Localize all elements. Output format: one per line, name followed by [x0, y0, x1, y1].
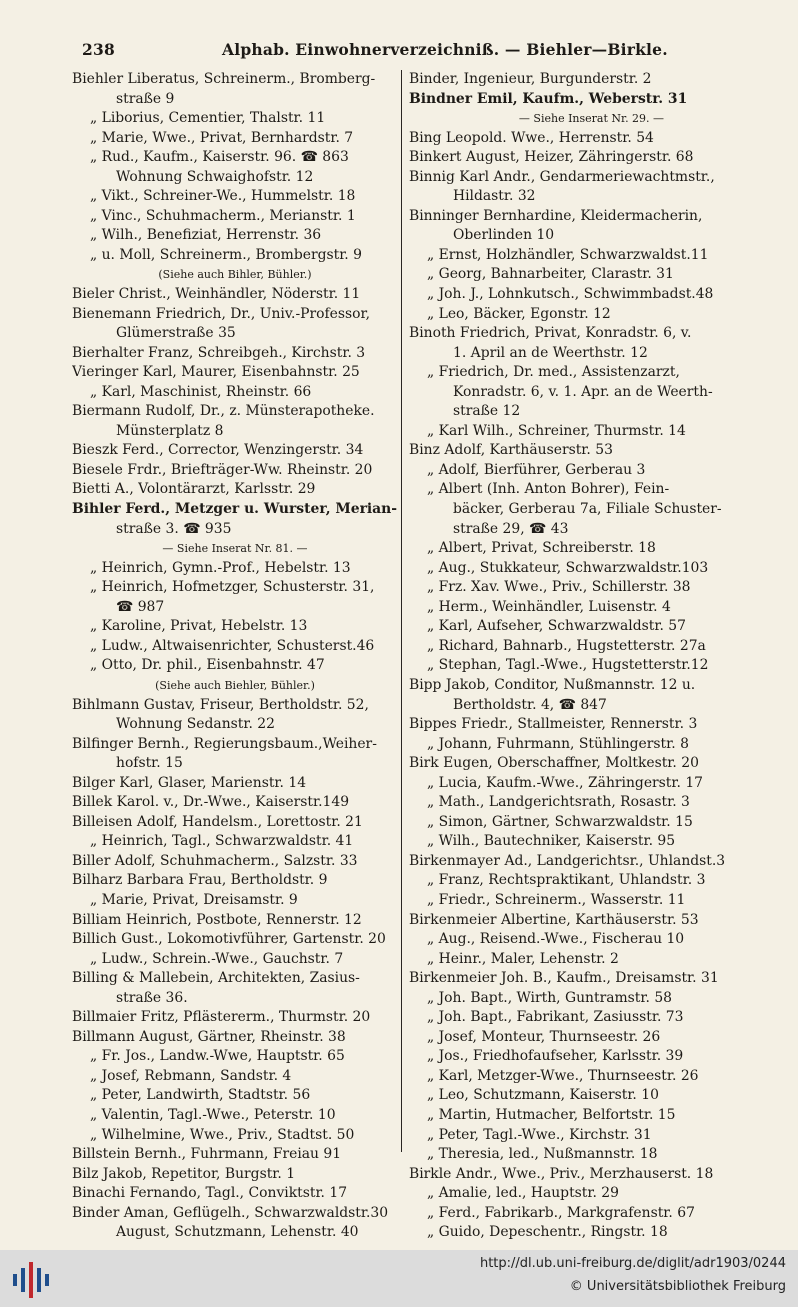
- directory-entry-line: Binder Aman, Geflügelh., Schwarzwaldstr.30: [72, 1204, 389, 1221]
- directory-entry-line: Biller Adolf, Schuhmacherm., Salzstr. 33: [72, 852, 358, 869]
- directory-entry-line: „ Vikt., Schreiner-We., Hummelstr. 18: [90, 188, 356, 205]
- directory-entry-line: straße 36.: [116, 989, 188, 1006]
- directory-entry-line: Bierhalter Franz, Schreibgeh., Kirchstr. 3: [72, 344, 366, 361]
- directory-entry-line: „ Albert, Privat, Schreiberstr. 18: [427, 540, 656, 557]
- directory-entry-line: (Siehe auch Biehler, Bühler.): [155, 678, 315, 692]
- directory-entry-line: „ Joh. Bapt., Fabrikant, Zasiusstr. 73: [427, 1009, 684, 1026]
- directory-entry-line: „ Joh. J., Lohnkutsch., Schwimmbadst.48: [427, 286, 714, 303]
- directory-entry-line: Hildastr. 32: [453, 188, 536, 205]
- directory-entry-line: Bilger Karl, Glaser, Marienstr. 14: [72, 774, 307, 791]
- directory-entry-line: Münsterplatz 8: [116, 422, 224, 439]
- directory-entry-line: Bindner Emil, Kaufm., Weberstr. 31: [409, 90, 688, 107]
- directory-entry-line: „ u. Moll, Schreinerm., Brombergstr. 9: [90, 246, 362, 263]
- directory-entry-line: Birk Eugen, Oberschaffner, Moltkestr. 20: [409, 755, 699, 772]
- copyright-text: © Universitätsbibliothek Freiburg: [569, 1279, 786, 1294]
- directory-entry-line: „ Peter, Tagl.-Wwe., Kirchstr. 31: [427, 1126, 652, 1143]
- ub-freiburg-logo-icon: [10, 1260, 50, 1300]
- directory-entry-line: „ Ernst, Holzhändler, Schwarzwaldst.11: [427, 246, 709, 263]
- directory-entry-line: Billmaier Fritz, Pflästererm., Thurmstr. 20: [72, 1009, 371, 1026]
- directory-entry-line: „ Friedrich, Dr. med., Assistenzarzt,: [427, 364, 680, 381]
- directory-entry-line: „ Heinrich, Tagl., Schwarzwaldstr. 41: [90, 833, 354, 850]
- directory-entry-line: Biesele Frdr., Briefträger-Ww. Rheinstr. 20: [72, 461, 373, 478]
- directory-entry-line: Binnig Karl Andr., Gendarmeriewachtmstr.,: [409, 168, 715, 185]
- directory-entry-line: „ Ludw., Altwaisenrichter, Schusterst.46: [90, 637, 375, 654]
- running-title: Alphab. Einwohnerverzeichniß. — Biehler—Birkle.: [222, 40, 668, 59]
- directory-entry-line: „ Guido, Depeschentr., Ringstr. 18: [427, 1224, 668, 1241]
- column-divider: [401, 70, 402, 1152]
- directory-entry-line: „ Herm., Weinhändler, Luisenstr. 4: [427, 598, 671, 615]
- directory-entry-line: Binkert August, Heizer, Zähringerstr. 68: [409, 149, 694, 166]
- directory-entry-line: „ Wilh., Bautechniker, Kaiserstr. 95: [427, 833, 676, 850]
- directory-entry-line: „ Wilh., Benefiziat, Herrenstr. 36: [90, 227, 322, 244]
- directory-entry-line: Billeisen Adolf, Handelsm., Lorettostr. 21: [72, 813, 363, 830]
- directory-entry-line: „ Lucia, Kaufm.-Wwe., Zähringerstr. 17: [427, 774, 704, 791]
- left-column: [72, 70, 398, 1243]
- directory-entry-line: „ Amalie, led., Hauptstr. 29: [427, 1185, 619, 1202]
- page-header: [82, 40, 772, 66]
- directory-entry-line: — Siehe Inserat Nr. 29. —: [518, 112, 665, 126]
- directory-entry-line: „ Marie, Privat, Dreisamstr. 9: [90, 891, 298, 908]
- directory-entry-line: Binoth Friedrich, Privat, Konradstr. 6, v.: [409, 325, 692, 342]
- directory-entry-line: Bihler Ferd., Metzger u. Wurster, Merian-: [72, 501, 398, 518]
- directory-entry-line: „ Aug., Stukkateur, Schwarzwaldstr.103: [427, 559, 709, 576]
- directory-entry-line: „ Stephan, Tagl.-Wwe., Hugstetterstr.12: [427, 657, 709, 674]
- directory-entry-line: „ Karl, Maschinist, Rheinstr. 66: [90, 383, 312, 400]
- directory-entry-line: — Siehe Inserat Nr. 81. —: [162, 542, 308, 556]
- directory-entry-line: Wohnung Sedanstr. 22: [116, 716, 275, 733]
- directory-entry-line: „ Karl, Aufseher, Schwarzwaldstr. 57: [427, 618, 686, 635]
- directory-entry-line: Bilz Jakob, Repetitor, Burgstr. 1: [72, 1165, 296, 1182]
- directory-entry-line: „ Simon, Gärtner, Schwarzwaldstr. 15: [427, 813, 693, 830]
- directory-entry-line: hofstr. 15: [116, 755, 183, 772]
- directory-entry-line: „ Wilhelmine, Wwe., Priv., Stadtst. 50: [90, 1126, 355, 1143]
- directory-entry-line: Birkle Andr., Wwe., Priv., Merzhauserst. 18: [409, 1165, 714, 1182]
- directory-entry-line: Binninger Bernhardine, Kleidermacherin,: [409, 207, 703, 224]
- directory-entry-line: straße 29, ☎ 43: [453, 520, 569, 537]
- right-column: [409, 70, 774, 1243]
- directory-entry-line: „ Karl, Metzger-Wwe., Thurnseestr. 26: [427, 1067, 699, 1084]
- directory-entry-line: „ Heinrich, Gymn.-Prof., Hebelstr. 13: [90, 559, 351, 576]
- directory-entry-line: „ Ferd., Fabrikarb., Markgrafenstr. 67: [427, 1204, 695, 1221]
- directory-entry-line: „ Rud., Kaufm., Kaiserstr. 96. ☎ 863: [90, 149, 349, 166]
- directory-entry-line: „ Leo, Bäcker, Egonstr. 12: [427, 305, 611, 322]
- directory-entry-line: „ Ludw., Schrein.-Wwe., Gauchstr. 7: [90, 950, 344, 967]
- directory-entry-line: Billstein Bernh., Fuhrmann, Freiau 91: [72, 1146, 342, 1163]
- directory-entry-line: Billmann August, Gärtner, Rheinstr. 38: [72, 1028, 346, 1045]
- directory-entry-line: „ Martin, Hutmacher, Belfortstr. 15: [427, 1106, 676, 1123]
- directory-entry-line: „ Adolf, Bierführer, Gerberau 3: [427, 461, 646, 478]
- directory-entry-line: straße 12: [453, 403, 521, 420]
- directory-entry-line: „ Karoline, Privat, Hebelstr. 13: [90, 618, 308, 635]
- viewer-footer: [0, 1250, 798, 1307]
- directory-entry-line: ☎ 987: [116, 598, 165, 615]
- directory-entry-line: Biehler Liberatus, Schreinerm., Bromberg-: [72, 71, 376, 87]
- directory-entry-line: „ Liborius, Cementier, Thalstr. 11: [90, 110, 326, 127]
- directory-entry-line: Bippes Friedr., Stallmeister, Rennerstr. 3: [409, 716, 698, 733]
- directory-entry-line: straße 3. ☎ 935: [116, 520, 232, 537]
- directory-entry-line: Glümerstraße 35: [116, 325, 236, 342]
- directory-entry-line: Billing & Mallebein, Architekten, Zasius-: [72, 970, 360, 987]
- directory-entry-line: straße 9: [116, 90, 175, 107]
- directory-entry-line: Bietti A., Volontärarzt, Karlsstr. 29: [72, 481, 316, 498]
- directory-entry-line: August, Schutzmann, Lehenstr. 40: [116, 1224, 359, 1241]
- directory-entry-line: (Siehe auch Bihler, Bühler.): [158, 268, 312, 282]
- directory-entry-line: Bilfinger Bernh., Regierungsbaum.,Weiher-: [72, 735, 377, 752]
- directory-entry-line: Vieringer Karl, Maurer, Eisenbahnstr. 25: [72, 364, 360, 381]
- directory-entry-line: Bihlmann Gustav, Friseur, Bertholdstr. 52,: [72, 696, 369, 713]
- directory-entry-line: „ Friedr., Schreinerm., Wasserstr. 11: [427, 891, 686, 908]
- directory-entry-line: „ Vinc., Schuhmacherm., Merianstr. 1: [90, 207, 356, 224]
- directory-entry-line: Birkenmayer Ad., Landgerichtsr., Uhlandst.3: [409, 852, 726, 869]
- directory-entry-line: Binachi Fernando, Tagl., Conviktstr. 17: [72, 1185, 348, 1202]
- directory-entry-line: Birkenmeier Joh. B., Kaufm., Dreisamstr. 31: [409, 970, 719, 987]
- directory-entry-line: „ Jos., Friedhofaufseher, Karlsstr. 39: [427, 1048, 684, 1065]
- directory-entry-line: „ Albert (Inh. Anton Bohrer), Fein-: [427, 481, 670, 498]
- directory-entry-line: „ Johann, Fuhrmann, Stühlingerstr. 8: [427, 735, 689, 752]
- directory-entry-line: „ Otto, Dr. phil., Eisenbahnstr. 47: [90, 657, 325, 674]
- directory-entry-line: „ Josef, Rebmann, Sandstr. 4: [90, 1067, 292, 1084]
- directory-entry-line: Biermann Rudolf, Dr., z. Münsterapotheke.: [72, 403, 375, 420]
- directory-entry-line: Wohnung Schwaighofstr. 12: [116, 168, 314, 185]
- directory-entry-line: „ Richard, Bahnarb., Hugstetterstr. 27a: [427, 637, 706, 654]
- directory-entry-line: Bipp Jakob, Conditor, Nußmannstr. 12 u.: [409, 676, 696, 693]
- directory-entry-line: Konradstr. 6, v. 1. Apr. an de Weerth-: [453, 383, 713, 400]
- directory-entry-line: Bieszk Ferd., Corrector, Wenzingerstr. 34: [72, 442, 364, 459]
- directory-entry-line: „ Karl Wilh., Schreiner, Thurmstr. 14: [427, 422, 686, 439]
- directory-entry-line: „ Franz, Rechtspraktikant, Uhlandstr. 3: [427, 872, 706, 889]
- directory-entry-line: „ Aug., Reisend.-Wwe., Fischerau 10: [427, 931, 685, 948]
- directory-entry-line: „ Heinrich, Hofmetzger, Schusterstr. 31,: [90, 579, 375, 596]
- directory-entry-line: Billiam Heinrich, Postbote, Rennerstr. 12: [72, 911, 362, 928]
- directory-entry-line: „ Joh. Bapt., Wirth, Guntramstr. 58: [427, 989, 672, 1006]
- directory-entry-line: Binz Adolf, Karthäuserstr. 53: [409, 442, 613, 459]
- directory-entry-line: „ Math., Landgerichtsrath, Rosastr. 3: [427, 794, 690, 811]
- directory-entry-line: Bieler Christ., Weinhändler, Nöderstr. 11: [72, 286, 361, 303]
- directory-entry-line: „ Heinr., Maler, Lehenstr. 2: [427, 950, 619, 967]
- directory-entry-line: Bing Leopold. Wwe., Herrenstr. 54: [409, 129, 654, 146]
- page-number: 238: [82, 40, 115, 59]
- directory-entry-line: Birkenmeier Albertine, Karthäuserstr. 53: [409, 911, 699, 928]
- directory-entry-line: 1. April an de Weerthstr. 12: [453, 344, 648, 361]
- directory-entry-line: „ Georg, Bahnarbeiter, Clarastr. 31: [427, 266, 674, 283]
- directory-entry-line: „ Peter, Landwirth, Stadtstr. 56: [90, 1087, 311, 1104]
- directory-entry-line: Bilharz Barbara Frau, Bertholdstr. 9: [72, 872, 328, 889]
- directory-entry-line: „ Marie, Wwe., Privat, Bernhardstr. 7: [90, 129, 354, 146]
- directory-entry-line: Billek Karol. v., Dr.-Wwe., Kaiserstr.149: [72, 794, 350, 811]
- directory-entry-line: Binder, Ingenieur, Burgunderstr. 2: [409, 71, 652, 87]
- directory-entry-line: „ Frz. Xav. Wwe., Priv., Schillerstr. 38: [427, 579, 691, 596]
- directory-entry-line: Billich Gust., Lokomotivführer, Gartenstr. 20: [72, 931, 386, 948]
- directory-entry-line: Oberlinden 10: [453, 227, 555, 244]
- directory-entry-line: „ Valentin, Tagl.-Wwe., Peterstr. 10: [90, 1106, 336, 1123]
- directory-entry-line: Bertholdstr. 4, ☎ 847: [453, 696, 607, 713]
- directory-entry-line: Bienemann Friedrich, Dr., Univ.-Professor,: [72, 305, 371, 322]
- directory-entry-line: „ Leo, Schutzmann, Kaiserstr. 10: [427, 1087, 659, 1104]
- directory-entry-line: „ Fr. Jos., Landw.-Wwe, Hauptstr. 65: [90, 1048, 345, 1065]
- source-url-link[interactable]: http://dl.ub.uni-freiburg.de/diglit/adr1903/0244: [479, 1256, 786, 1271]
- directory-entry-line: bäcker, Gerberau 7a, Filiale Schuster-: [453, 501, 722, 518]
- directory-entry-line: „ Josef, Monteur, Thurnseestr. 26: [427, 1028, 661, 1045]
- directory-entry-line: „ Theresia, led., Nußmannstr. 18: [427, 1146, 658, 1163]
